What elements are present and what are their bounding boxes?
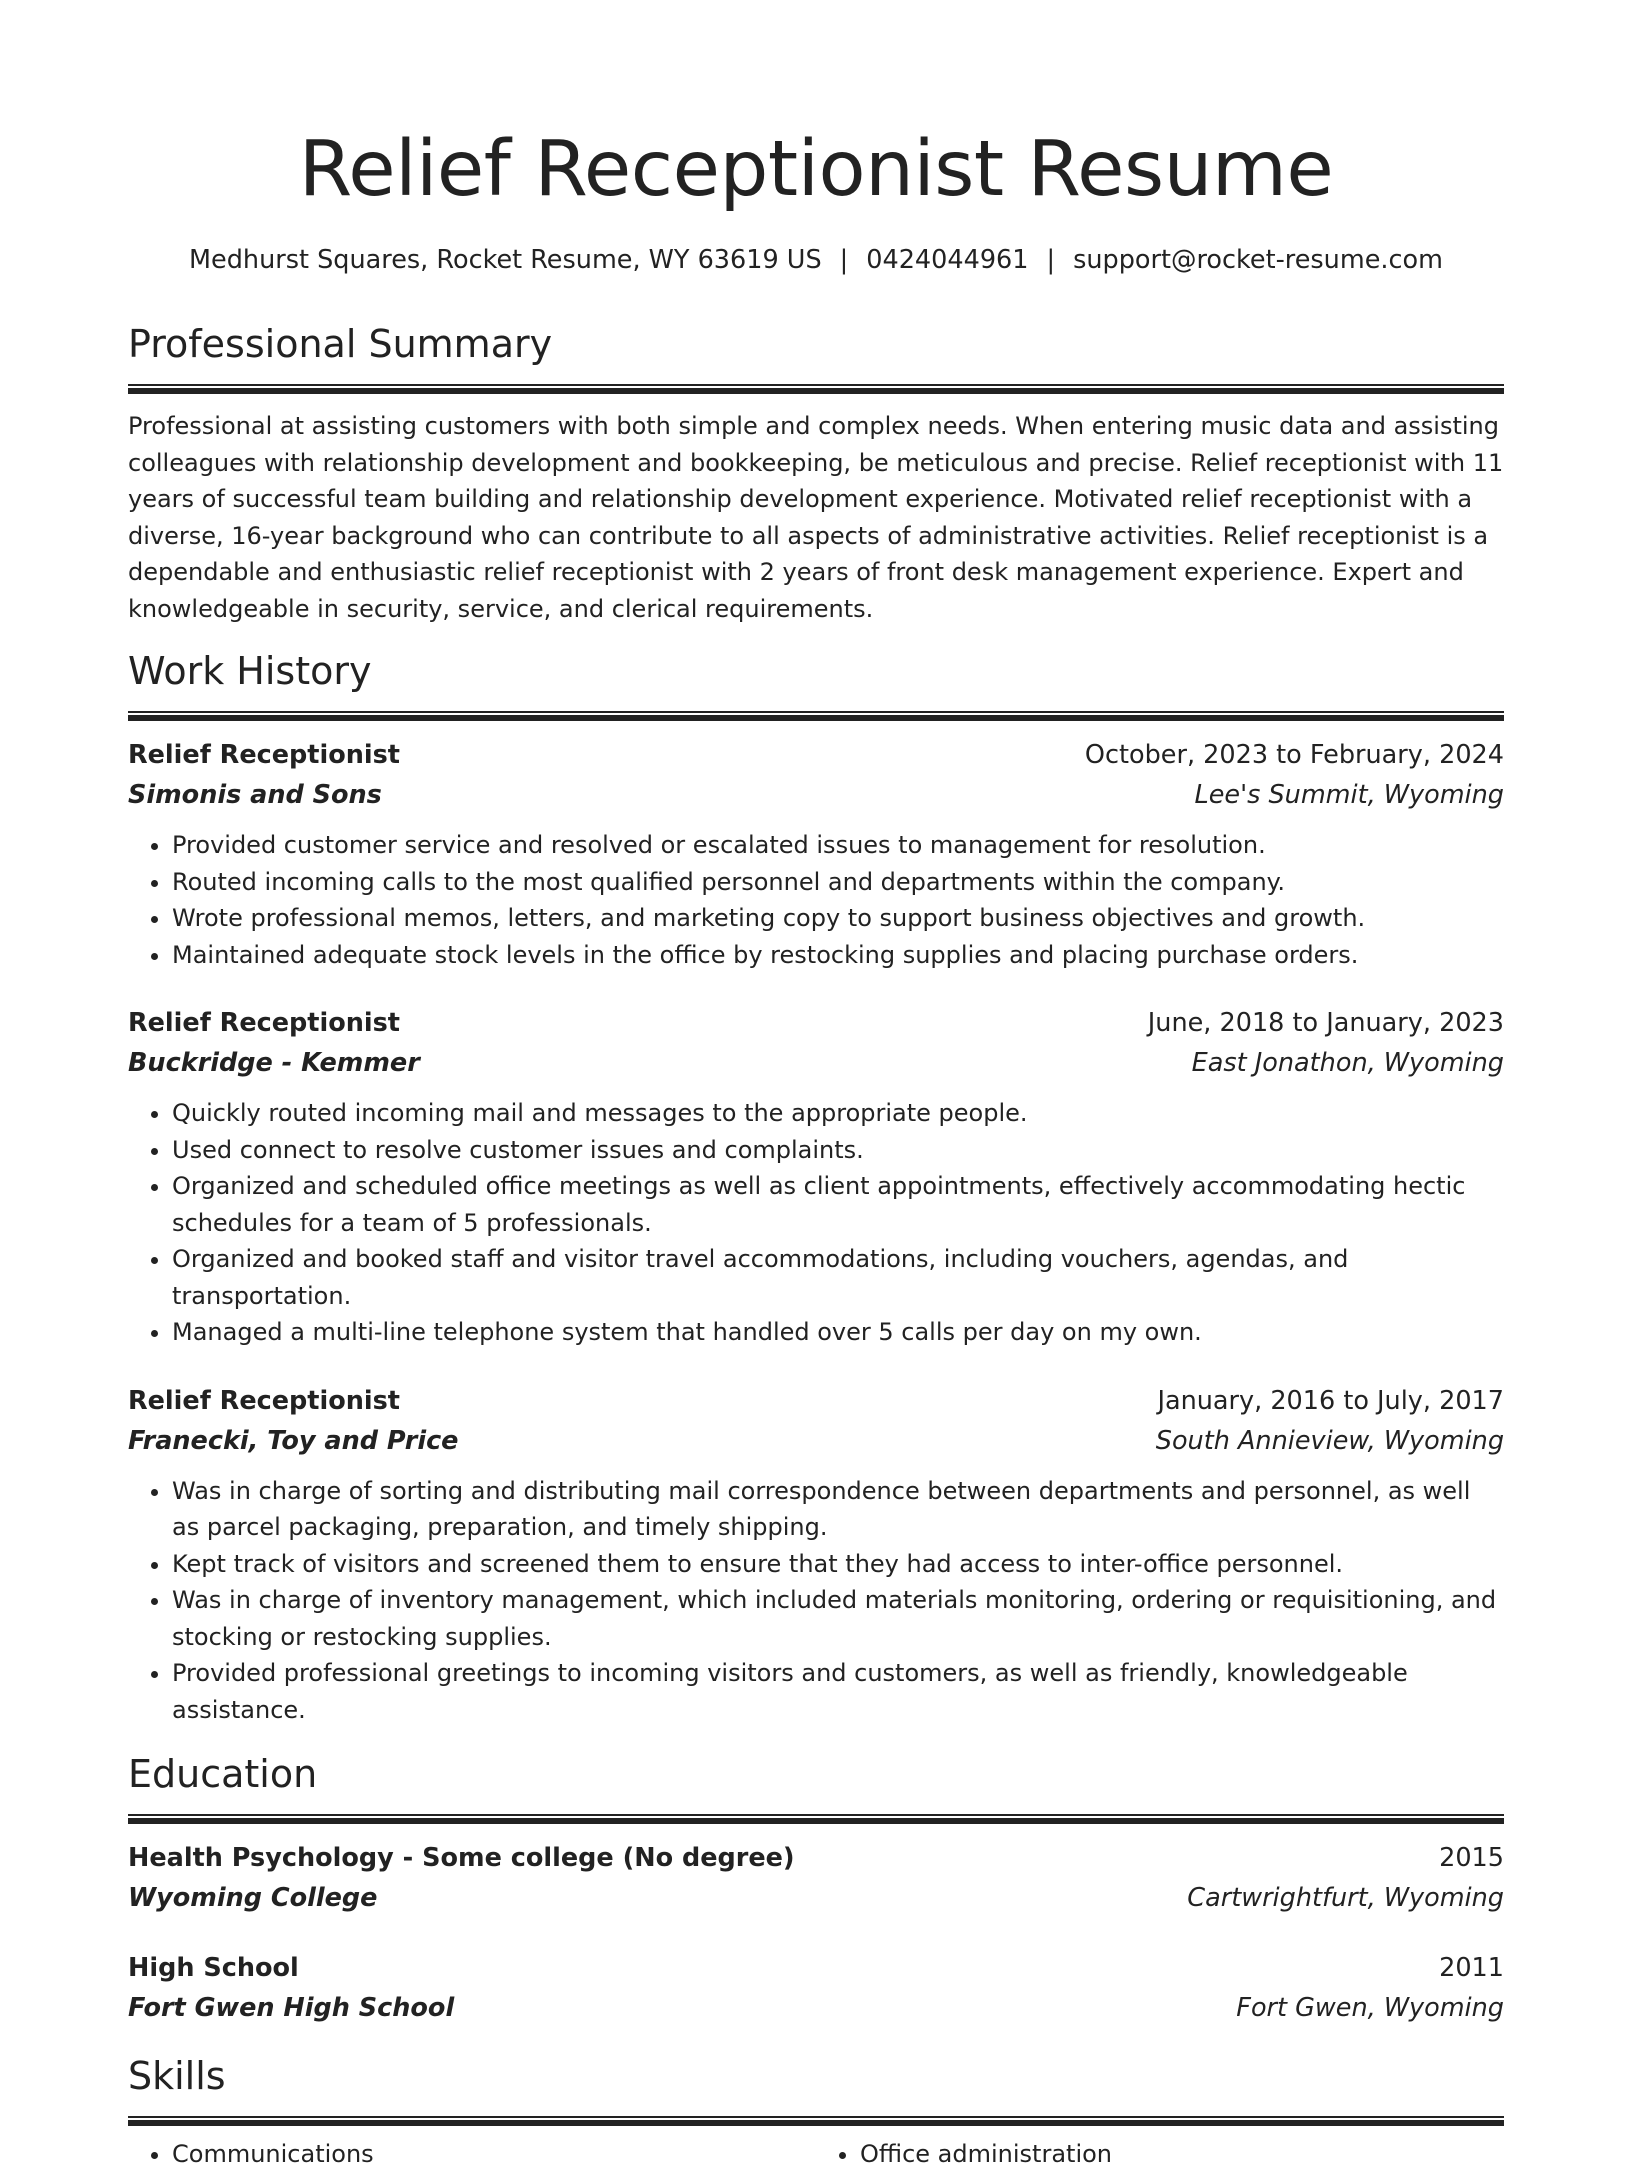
job-bullets: [128, 827, 1504, 973]
summary-heading: Professional Summary: [128, 322, 553, 366]
contact-address: Medhurst Squares, Rocket Resume, WY 63619 US: [189, 245, 822, 275]
job-bullet: • Organized and booked staff and visitor travel accommodations, including vouchers, agendas, and transportation.: [172, 1241, 1504, 1314]
skills-column-left: [128, 2136, 816, 2173]
section-divider: [128, 384, 1504, 394]
job-dates: January, 2016 to July, 2017: [1157, 1385, 1504, 1416]
skill-item: • Communications: [172, 2136, 816, 2173]
work-history-heading: Work History: [128, 649, 372, 693]
job-bullets: [128, 1473, 1504, 1729]
skills-section: [128, 2050, 1504, 2173]
job-bullet: • Kept track of visitors and screened them to ensure that they had access to inter-office personnel.: [172, 1546, 1504, 1583]
education-school: Wyoming College: [128, 1883, 378, 1913]
contact-email: support@rocket-resume.com: [1073, 245, 1443, 275]
job-company: Buckridge - Kemmer: [128, 1048, 420, 1078]
job-bullet: • Quickly routed incoming mail and messages to the appropriate people.: [172, 1095, 1504, 1132]
job-dates: October, 2023 to February, 2024: [1084, 740, 1504, 770]
job-bullet: • Managed a multi-line telephone system that handled over 5 calls per day on my own.: [172, 1314, 1504, 1351]
job-bullet: • Provided customer service and resolved or escalated issues to management for resolution.: [172, 827, 1504, 864]
summary-text: Professional at assisting customers with both simple and complex needs. When entering music data and assisting colleagues with relationship development and bookkeeping, be meticulous and precise. Relief receptionist with 11 years of successful team building and relationship development experience. Motivated relief receptionist with a diverse, 16-year background who can contribute to all aspects of administrative activities. Relief receptionist is a dependable and enthusiastic relief receptionist with 2 years of front desk management experience. Expert and knowledgeable in security, service, and clerical requirements.: [128, 412, 1504, 623]
job-location: South Annieview, Wyoming: [1155, 1425, 1504, 1456]
education-section: [128, 1748, 1504, 2028]
job-location: Lee's Summit, Wyoming: [1194, 780, 1504, 810]
contact-phone: 0424044961: [866, 245, 1029, 275]
contact-line: [128, 242, 1504, 278]
education-location: Fort Gwen, Wyoming: [1236, 1993, 1504, 2023]
education-degree: Health Psychology - Some college (No degree): [128, 1843, 795, 1873]
education-heading: Education: [128, 1752, 318, 1796]
work-history-section: [128, 645, 1504, 1728]
section-divider: [128, 2116, 1504, 2126]
job-bullet: • Used connect to resolve customer issues and complaints.: [172, 1132, 1504, 1169]
job-bullet: • Wrote professional memos, letters, and marketing copy to support business objectives and growth.: [172, 900, 1504, 937]
job-title: Relief Receptionist: [128, 740, 400, 770]
job-location: East Jonathon, Wyoming: [1191, 1048, 1504, 1078]
resume-title: Relief Receptionist Resume: [298, 125, 1334, 214]
contact-separator: |: [839, 245, 849, 275]
skills-column-right: [816, 2136, 1504, 2173]
job-company: Franecki, Toy and Price: [128, 1425, 459, 1456]
education-year: 2011: [1439, 1953, 1504, 1983]
education-year: 2015: [1439, 1843, 1504, 1873]
section-divider: [128, 1814, 1504, 1824]
job-bullet: • Organized and scheduled office meetings as well as client appointments, effectively accommodating hectic schedules for a team of 5 professionals.: [172, 1168, 1504, 1241]
job-bullet: • Maintained adequate stock levels in the office by restocking supplies and placing purchase orders.: [172, 937, 1504, 974]
job-title: Relief Receptionist: [128, 1008, 400, 1038]
job-bullet: • Was in charge of sorting and distributing mail correspondence between departments and personnel, as well as parcel packaging, preparation, and timely shipping.: [172, 1473, 1504, 1546]
contact-separator: |: [1046, 245, 1056, 275]
education-location: Cartwrightfurt, Wyoming: [1187, 1883, 1504, 1913]
section-divider: [128, 711, 1504, 721]
education-entry: [128, 1948, 1504, 2028]
job-bullets: [128, 1095, 1504, 1351]
job-entry: [128, 735, 1504, 973]
skills-heading: Skills: [128, 2054, 226, 2098]
job-entry: [128, 1003, 1504, 1351]
job-entry: [128, 1381, 1504, 1729]
job-company: Simonis and Sons: [128, 780, 382, 810]
job-bullet: • Routed incoming calls to the most qualified personnel and departments within the company.: [172, 864, 1504, 901]
education-entry: [128, 1838, 1504, 1918]
education-school: Fort Gwen High School: [128, 1993, 455, 2023]
summary-section: [128, 318, 1504, 627]
skills-grid: [128, 2136, 1504, 2173]
job-bullet: • Was in charge of inventory management, which included materials monitoring, ordering or requisitioning, and stocking or restocking supplies.: [172, 1582, 1504, 1655]
skill-item: • Office administration: [860, 2136, 1504, 2173]
job-dates: June, 2018 to January, 2023: [1147, 1008, 1504, 1038]
education-degree: High School: [128, 1953, 299, 1983]
job-title: Relief Receptionist: [128, 1385, 400, 1416]
job-bullet: • Provided professional greetings to incoming visitors and customers, as well as friendly, knowledgeable assistance.: [172, 1655, 1504, 1728]
